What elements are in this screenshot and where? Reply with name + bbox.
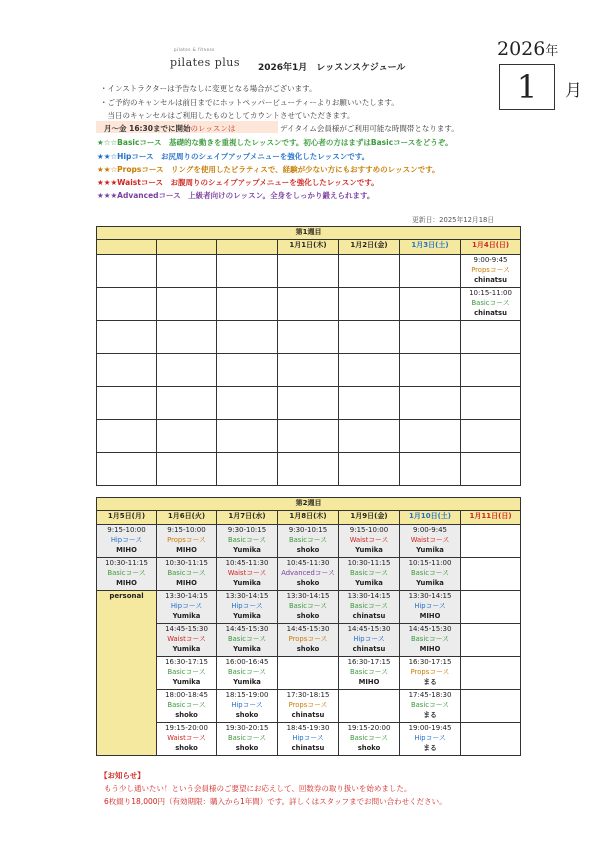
lesson-time: 16:00-16:45 [225, 658, 269, 666]
lesson-cell[interactable] [339, 723, 400, 756]
lesson-instructor: Yumika [416, 579, 444, 587]
page-title: 2026年1月 レッスンスケジュール [258, 63, 406, 73]
week2-day-header-sun: 1月11日(日) [461, 511, 521, 525]
empty-cell [461, 420, 521, 453]
lesson-cell[interactable] [339, 624, 400, 657]
lesson-time: 16:30-17:15 [347, 658, 391, 666]
lesson-cell[interactable] [278, 525, 339, 558]
empty-cell [339, 420, 400, 453]
course-hip-desc: ★★☆Hipコース お尻周りのシェイプアップメニューを強化したレッスンです。 [97, 152, 370, 161]
empty-cell [400, 354, 461, 387]
lesson-cell[interactable] [278, 558, 339, 591]
course-advanced-desc: ★★★Advancedコース 上級者向けのレッスン。全身をしっかり鍛えられます。 [97, 191, 375, 200]
lesson-time: 9:15-10:00 [167, 526, 206, 534]
lesson-time: 9:00-9:45 [473, 256, 508, 264]
year-value: 2026 [497, 38, 546, 60]
lesson-course: Propsコース [410, 668, 450, 676]
lesson-course: Basicコース [349, 602, 389, 610]
empty-cell [461, 624, 521, 657]
lesson-instructor: shoko [357, 744, 381, 752]
lesson-cell[interactable] [217, 525, 278, 558]
note-line: ・ご予約のキャンセルは前日までにホットペッパービューティーよりお願いいたします。 [100, 98, 399, 107]
lesson-course: Propsコース [167, 536, 206, 544]
empty-cell [400, 321, 461, 354]
lesson-time: 9:30-10:15 [288, 526, 328, 534]
empty-cell [461, 657, 521, 690]
lesson-time: 9:15-10:00 [349, 526, 389, 534]
empty-cell [278, 657, 339, 690]
year-label [497, 38, 558, 60]
empty-cell [278, 255, 339, 288]
lesson-course: Hipコース [110, 536, 143, 544]
lesson-time: 14:45-15:30 [286, 625, 330, 633]
lesson-instructor: chinatsu [474, 276, 507, 284]
week1-day-header-sat: 1月3日(土) [400, 240, 461, 255]
lesson-time: 9:00-9:45 [413, 526, 447, 534]
empty-cell [97, 288, 157, 321]
lesson-cell[interactable] [97, 558, 157, 591]
year-suffix: 年 [545, 44, 559, 59]
lesson-cell[interactable] [339, 591, 400, 624]
empty-cell [278, 321, 339, 354]
empty-cell [461, 387, 521, 420]
brand-tagline: pilates & fitness [174, 47, 215, 52]
lesson-instructor: MIHO [116, 546, 137, 554]
lesson-cell[interactable] [217, 723, 278, 756]
week2-day-header: 1月6日(火) [157, 511, 217, 525]
week2-day-header-sat: 1月10日(土) [400, 511, 461, 525]
lesson-cell[interactable] [217, 591, 278, 624]
lesson-cell[interactable] [400, 723, 461, 756]
course-basic-desc: ★☆☆Basicコース 基礎的な動きを重視したレッスンです。初心者の方はまずはBasicコースをどうぞ。 [97, 138, 453, 147]
lesson-instructor: MIHO [176, 579, 197, 587]
lesson-instructor: shoko [235, 711, 259, 719]
lesson-time: 17:45-18:30 [408, 691, 452, 699]
lesson-time: 13:30-14:15 [165, 592, 208, 600]
notice-line: 6枚綴り18,000円（有効期限：購入から1年間）です。詳しくはスタッフまでお問い合わせください。 [104, 797, 447, 806]
empty-cell [461, 690, 521, 723]
empty-cell [400, 288, 461, 321]
empty-cell [157, 354, 217, 387]
daytime-note [104, 123, 235, 134]
lesson-instructor: shoko [175, 744, 198, 752]
lesson-cell[interactable] [339, 657, 400, 690]
week1-day-header: 1月2日(金) [339, 240, 400, 255]
week1-day-header [157, 240, 217, 255]
lesson-instructor: shoko [296, 546, 320, 554]
lesson-cell[interactable] [157, 525, 217, 558]
week1-schedule [96, 226, 521, 486]
lesson-time: 18:00-18:45 [165, 691, 208, 699]
note-line: ・インストラクターは予告なしに変更となる場合がございます。 [100, 84, 317, 93]
lesson-cell[interactable] [339, 558, 400, 591]
lesson-instructor: MIHO [116, 579, 137, 587]
lesson-time: 18:15-19:00 [225, 691, 269, 699]
lesson-time: 9:15-10:00 [107, 526, 146, 534]
lesson-course: Hipコース [231, 701, 263, 709]
lesson-course: Propsコース [288, 635, 328, 643]
lesson-time: 10:30-11:15 [165, 559, 208, 567]
lesson-time: 10:15-11:00 [408, 559, 452, 567]
lesson-cell[interactable] [400, 525, 461, 558]
lesson-cell[interactable] [400, 690, 461, 723]
lesson-instructor: chinatsu [352, 612, 386, 620]
lesson-course: Basicコース [107, 569, 146, 577]
empty-cell [400, 387, 461, 420]
lesson-cell[interactable] [157, 723, 217, 756]
lesson-time: 9:30-10:15 [227, 526, 267, 534]
lesson-cell[interactable] [400, 591, 461, 624]
lesson-time: 13:30-14:15 [225, 592, 269, 600]
week2-day-header: 1月7日(水) [217, 511, 278, 525]
lesson-instructor: chinatsu [291, 711, 325, 719]
updated-date: 更新日：2025年12月18日 [412, 216, 495, 224]
lesson-course: Basicコース [288, 536, 328, 544]
lesson-course: Basicコース [167, 569, 206, 577]
lesson-time: 14:45-15:30 [347, 625, 391, 633]
lesson-course: Basicコース [349, 668, 389, 676]
lesson-instructor: MIHO [419, 612, 441, 620]
lesson-cell[interactable] [157, 657, 217, 690]
lesson-time: 10:30-11:15 [105, 559, 148, 567]
lesson-course: Hipコース [231, 602, 263, 610]
empty-cell [461, 558, 521, 591]
lesson-instructor: Yumika [233, 579, 261, 587]
lesson-time: 18:45-19:30 [286, 724, 330, 732]
month-suffix: 月 [565, 81, 582, 101]
lesson-instructor: shoko [175, 711, 198, 719]
lesson-time: 16:30-17:15 [408, 658, 452, 666]
lesson-instructor: chinatsu [352, 645, 386, 653]
lesson-instructor: Yumika [172, 645, 201, 653]
lesson-instructor: shoko [235, 744, 259, 752]
lesson-instructor: Yumika [172, 678, 201, 686]
lesson-time: 10:45-11:30 [286, 559, 330, 567]
lesson-time: 10:45-11:30 [225, 559, 269, 567]
empty-cell [157, 321, 217, 354]
lesson-time: 10:15-11:00 [469, 289, 512, 297]
lesson-instructor: MIHO [358, 678, 380, 686]
lesson-course: Basicコース [349, 569, 389, 577]
lesson-time: 13:30-14:15 [347, 592, 391, 600]
lesson-instructor: Yumika [233, 612, 261, 620]
lesson-time: 14:45-15:30 [408, 625, 452, 633]
lesson-cell[interactable] [461, 288, 521, 321]
lesson-time: 19:30-20:15 [225, 724, 269, 732]
lesson-time: 19:00-19:45 [408, 724, 452, 732]
lesson-time: 16:30-17:15 [165, 658, 208, 666]
empty-cell [278, 288, 339, 321]
lesson-instructor: まる [423, 744, 437, 752]
empty-cell [278, 354, 339, 387]
lesson-cell[interactable] [157, 591, 217, 624]
lesson-cell[interactable] [278, 690, 339, 723]
lesson-instructor: Yumika [416, 546, 444, 554]
week2-title: 第2週目 [97, 498, 521, 511]
lesson-instructor: まる [423, 711, 437, 719]
lesson-course: Basicコース [227, 536, 267, 544]
lesson-time: 17:30-18:15 [286, 691, 330, 699]
lesson-cell[interactable] [400, 657, 461, 690]
empty-cell [217, 255, 278, 288]
empty-cell [461, 525, 521, 558]
lesson-course: Basicコース [410, 569, 450, 577]
lesson-cell[interactable] [217, 558, 278, 591]
lesson-instructor: MIHO [419, 645, 441, 653]
empty-cell [97, 354, 157, 387]
notice-heading: 【お知らせ】 [100, 771, 145, 780]
lesson-time: 14:45-15:30 [225, 625, 269, 633]
lesson-time: 10:30-11:15 [347, 559, 391, 567]
empty-cell [217, 288, 278, 321]
empty-cell [217, 387, 278, 420]
lesson-time: 19:15-20:00 [165, 724, 208, 732]
empty-cell [461, 321, 521, 354]
lesson-cell[interactable] [278, 624, 339, 657]
lesson-time: 13:30-14:15 [286, 592, 330, 600]
empty-cell [97, 387, 157, 420]
lesson-course: Hipコース [292, 734, 324, 742]
lesson-cell[interactable] [400, 558, 461, 591]
lesson-cell[interactable] [217, 624, 278, 657]
empty-cell [400, 255, 461, 288]
lesson-cell[interactable] [217, 690, 278, 723]
lesson-instructor: Yumika [233, 645, 261, 653]
lesson-time: 14:45-15:30 [165, 625, 208, 633]
week1-day-header: 1月1日(木) [278, 240, 339, 255]
brand-logo: pilates plus [170, 56, 240, 69]
empty-cell [339, 453, 400, 486]
lesson-course: Hipコース [170, 602, 203, 610]
lesson-instructor: shoko [296, 645, 320, 653]
lesson-instructor: Yumika [355, 579, 383, 587]
lesson-cell[interactable] [157, 558, 217, 591]
lesson-course: Basicコース [349, 734, 389, 742]
lesson-instructor: chinatsu [474, 309, 507, 317]
empty-cell [339, 321, 400, 354]
lesson-course: Basicコース [471, 299, 510, 307]
empty-cell [97, 255, 157, 288]
lesson-cell[interactable] [217, 657, 278, 690]
lesson-course: Basicコース [410, 635, 450, 643]
lesson-course: Basicコース [227, 668, 267, 676]
week2-day-header: 1月8日(木) [278, 511, 339, 525]
lesson-course: Basicコース [227, 734, 267, 742]
course-props-desc: ★★☆Propsコース リングを使用したピラティスで、経験が少ない方にもおすすめのレッスンです。 [97, 165, 440, 174]
lesson-cell[interactable] [278, 591, 339, 624]
note-line: 当日のキャンセルはご利用したものとしてカウントさせていただきます。 [100, 111, 355, 120]
daytime-note-bold: 月～金 16:30までに開始 [104, 124, 191, 133]
empty-cell [339, 354, 400, 387]
empty-cell [97, 453, 157, 486]
empty-cell [157, 288, 217, 321]
empty-cell [400, 453, 461, 486]
lesson-course: Waistコース [167, 734, 206, 742]
lesson-course: Basicコース [227, 635, 267, 643]
lesson-instructor: Yumika [233, 546, 261, 554]
empty-cell [461, 453, 521, 486]
lesson-instructor: shoko [296, 612, 320, 620]
lesson-course: Hipコース [414, 734, 446, 742]
notice-line: もう少し通いたい！という会員様のご要望にお応えして、回数券の取り扱いを始めました。 [104, 784, 412, 793]
empty-cell [97, 321, 157, 354]
lesson-course: Waistコース [349, 536, 389, 544]
lesson-course: Hipコース [353, 635, 385, 643]
empty-cell [217, 420, 278, 453]
empty-cell [461, 354, 521, 387]
daytime-note-red: のレッスンは [190, 124, 236, 133]
lesson-time: 19:15-20:00 [347, 724, 391, 732]
lesson-course: Waistコース [410, 536, 450, 544]
lesson-course: Propsコース [471, 266, 510, 274]
lesson-course: Basicコース [410, 701, 450, 709]
lesson-course: Hipコース [414, 602, 446, 610]
empty-cell [400, 420, 461, 453]
empty-cell [278, 453, 339, 486]
empty-cell [97, 420, 157, 453]
week2-schedule [96, 497, 521, 756]
empty-cell [278, 387, 339, 420]
daytime-note-rest: デイタイム会員様がご利用可能な時間帯となります。 [280, 124, 459, 133]
lesson-instructor: Yumika [172, 612, 201, 620]
lesson-cell[interactable] [278, 723, 339, 756]
lesson-cell[interactable] [157, 624, 217, 657]
week1-day-header [97, 240, 157, 255]
lesson-course: Propsコース [288, 701, 328, 709]
empty-cell [339, 387, 400, 420]
empty-cell [278, 420, 339, 453]
empty-cell [157, 387, 217, 420]
empty-cell [339, 288, 400, 321]
empty-cell [157, 255, 217, 288]
empty-cell [461, 591, 521, 624]
empty-cell [339, 255, 400, 288]
empty-cell [217, 354, 278, 387]
lesson-instructor: Yumika [355, 546, 383, 554]
week1-day-header-sun: 1月4日(日) [461, 240, 521, 255]
empty-cell [217, 321, 278, 354]
empty-cell [157, 453, 217, 486]
month-box: 1 [499, 64, 555, 110]
lesson-course: Basicコース [167, 701, 206, 709]
lesson-instructor: chinatsu [291, 744, 325, 752]
lesson-instructor: shoko [296, 579, 320, 587]
week2-day-header: 1月9日(金) [339, 511, 400, 525]
lesson-course: Waistコース [167, 635, 206, 643]
lesson-cell[interactable] [339, 525, 400, 558]
empty-cell [339, 690, 400, 723]
lesson-instructor: Yumika [233, 678, 261, 686]
empty-cell [461, 723, 521, 756]
lesson-time: 13:30-14:15 [408, 592, 452, 600]
lesson-cell[interactable] [97, 525, 157, 558]
lesson-cell[interactable] [157, 690, 217, 723]
week1-day-header [217, 240, 278, 255]
week1-title: 第1週目 [97, 227, 521, 240]
lesson-course: Advancedコース [281, 569, 335, 577]
lesson-instructor: MIHO [176, 546, 197, 554]
empty-cell [217, 453, 278, 486]
lesson-course: Waistコース [227, 569, 267, 577]
personal-label: personal [97, 591, 157, 756]
lesson-course: Basicコース [288, 602, 328, 610]
course-waist-desc: ★★★Waistコース お腹周りのシェイプアップメニューを強化したレッスンです。 [97, 178, 379, 187]
lesson-cell[interactable] [461, 255, 521, 288]
lesson-cell[interactable] [400, 624, 461, 657]
empty-cell [157, 420, 217, 453]
lesson-instructor: まる [423, 678, 437, 686]
week2-day-header: 1月5日(月) [97, 511, 157, 525]
lesson-course: Basicコース [167, 668, 206, 676]
